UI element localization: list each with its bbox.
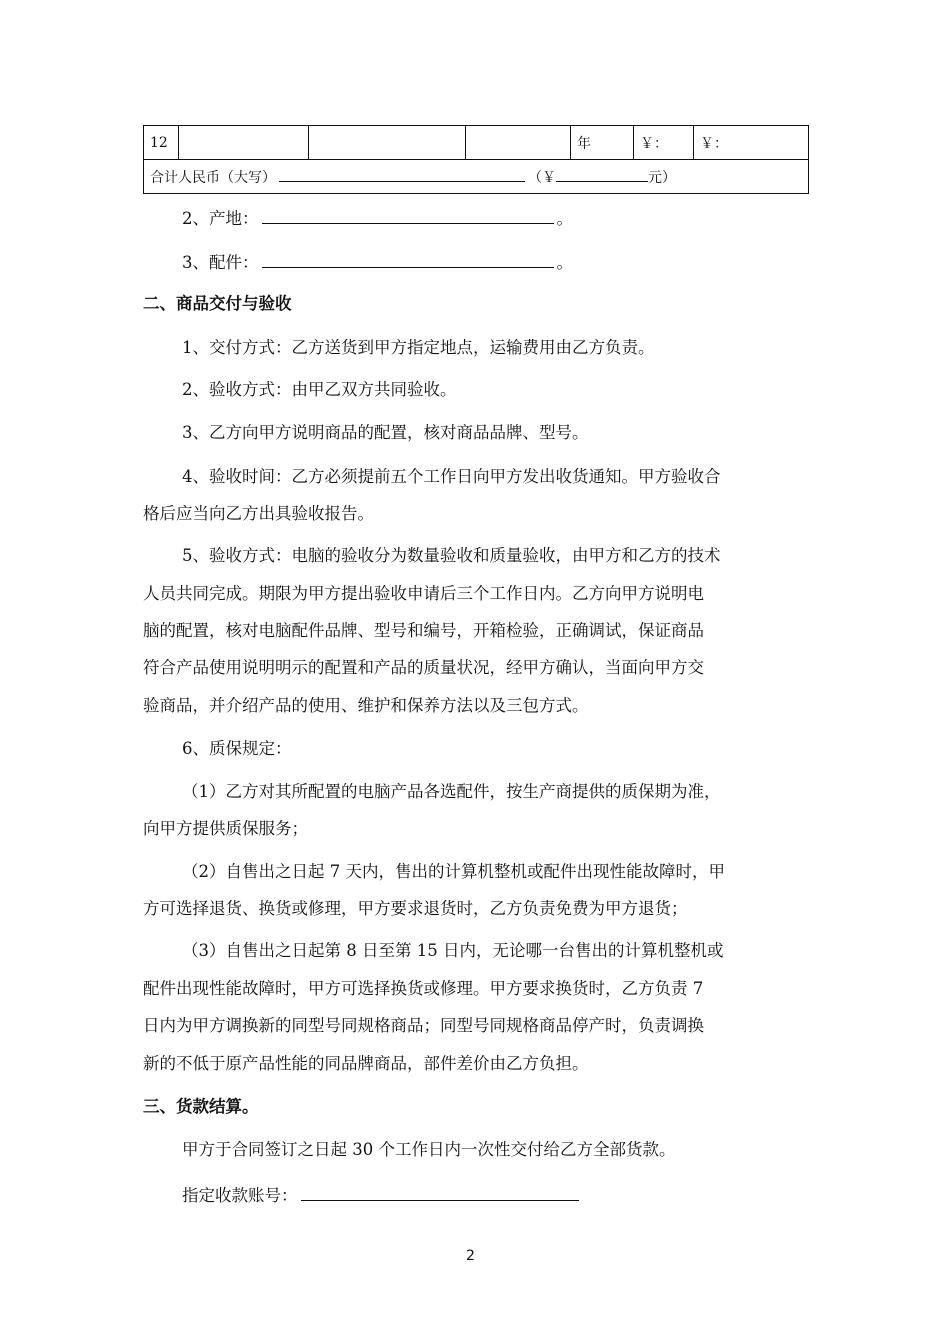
- total-cell: [144, 160, 809, 194]
- warranty-item2-line1: （2）自售出之日起 7 天内，售出的计算机整机或配件出现性能故障时，甲: [182, 862, 725, 881]
- total-words-blank: [279, 167, 525, 182]
- warranty-item3-line1: （3）自售出之日起第 8 日至第 15 日内，无论哪一台售出的计算机整机或: [182, 941, 724, 960]
- acceptance-procedure-line4: 符合产品使用说明明示的配置和产品的质量状况，经甲方确认，当面向甲方交: [143, 658, 704, 677]
- acceptance-method: 2、验收方式：由甲乙双方共同验收。: [182, 380, 457, 399]
- table-row: [144, 126, 809, 160]
- total-end: 元）: [648, 169, 676, 186]
- warranty-item3-line2: 配件出现性能故障时，甲方可选择换货或修理。甲方要求换货时，乙方负责 7: [143, 979, 704, 998]
- warranty-item1-line2: 向甲方提供质保服务；: [143, 819, 308, 838]
- total-mid: （￥: [528, 169, 556, 186]
- acceptance-procedure-line3: 脑的配置，核对电脑配件品牌、型号和编号，开箱检验，正确调试，保证商品: [143, 621, 704, 640]
- warranty-item3-line3: 日内为甲方调换新的同型号同规格商品；同型号同规格商品停产时，负责调换: [143, 1016, 704, 1035]
- acceptance-time-line1: 4、验收时间：乙方必须提前五个工作日向甲方发出收货通知。甲方验收合: [182, 467, 721, 486]
- section-heading-2: 二、商品交付与验收: [143, 294, 292, 313]
- payment-terms: 甲方于合同签订之日起 30 个工作日内一次性交付给乙方全部货款。: [182, 1140, 676, 1159]
- config-explanation: 3、乙方向甲方说明商品的配置，核对商品品牌、型号。: [182, 423, 589, 442]
- parts-blank: [262, 251, 554, 268]
- parts-end: 。: [556, 253, 573, 272]
- origin-blank: [262, 207, 554, 224]
- origin-label: 2、产地：: [182, 209, 259, 228]
- cell-amount: ￥：: [694, 126, 809, 160]
- warranty-heading: 6、质保规定：: [182, 739, 292, 758]
- warranty-item1-line1: （1）乙方对其所配置的电脑产品各选配件，按生产商提供的质保期为准，: [182, 782, 721, 801]
- account-label: 指定收款账号：: [182, 1186, 298, 1205]
- origin-end: 。: [556, 209, 573, 228]
- cell-unit-price: ￥：: [634, 126, 694, 160]
- table-total-row: [144, 160, 809, 194]
- acceptance-procedure-line2: 人员共同完成。期限为甲方提出验收申请后三个工作日内。乙方向甲方说明电: [143, 584, 704, 603]
- warranty-item2-line2: 方可选择退货、换货或修理，甲方要求退货时，乙方负责免费为甲方退货；: [143, 899, 688, 918]
- goods-table: [143, 125, 809, 194]
- acceptance-time-line2: 格后应当向乙方出具验收报告。: [143, 504, 374, 523]
- row-number: 12: [144, 126, 179, 160]
- parts-label: 3、配件：: [182, 253, 259, 272]
- page-number: 2: [466, 1248, 475, 1264]
- parts-line: [182, 251, 573, 273]
- total-label: 合计人民币（大写）: [150, 169, 276, 186]
- total-amount-blank: [556, 167, 648, 182]
- origin-line: [182, 207, 573, 229]
- acceptance-procedure-line5: 验商品，并介绍产品的使用、维护和保养方法以及三包方式。: [143, 696, 589, 715]
- warranty-item3-line4: 新的不低于原产品性能的同品牌商品，部件差价由乙方负担。: [143, 1054, 589, 1073]
- cell-name: [179, 126, 309, 160]
- acceptance-procedure-line1: 5、验收方式：电脑的验收分为数量验收和质量验收，由甲方和乙方的技术: [182, 546, 721, 565]
- delivery-method: 1、交付方式：乙方送货到甲方指定地点，运输费用由乙方负责。: [182, 338, 655, 357]
- cell-year: 年: [571, 126, 634, 160]
- account-blank: [301, 1184, 579, 1201]
- cell-qty: [466, 126, 571, 160]
- account-line: [182, 1184, 582, 1206]
- section-heading-3: 三、货款结算。: [143, 1097, 259, 1116]
- cell-model: [309, 126, 466, 160]
